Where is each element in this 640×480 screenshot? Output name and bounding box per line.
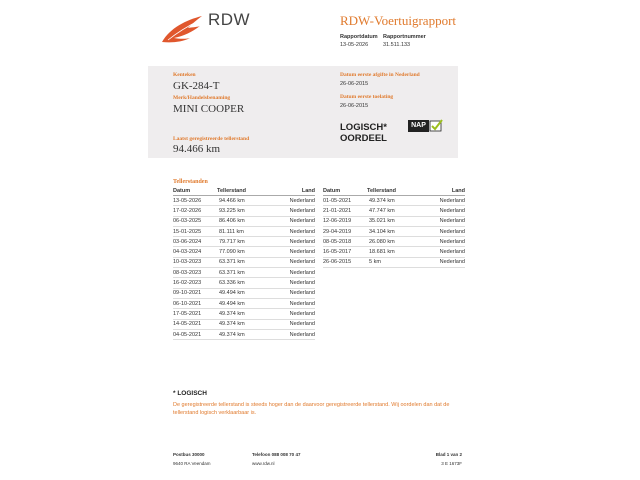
row-datum: 16-02-2023 <box>173 278 217 288</box>
row-tellerstand: 63.336 km <box>217 278 267 288</box>
row-tellerstand: 5 km <box>367 257 417 267</box>
row-land: Nederland <box>267 237 315 247</box>
row-datum: 10-03-2023 <box>173 257 217 267</box>
table-row <box>173 268 315 278</box>
row-land: Nederland <box>417 226 465 236</box>
row-tellerstand: 35.021 km <box>367 216 417 226</box>
row-datum: 13-05-2026 <box>173 196 217 206</box>
toelating-value: 26-06-2015 <box>340 103 369 109</box>
row-land: Nederland <box>267 329 315 339</box>
row-tellerstand: 18.681 km <box>367 247 417 257</box>
table-row <box>173 206 315 216</box>
row-land: Nederland <box>267 226 315 236</box>
table-row <box>173 319 315 329</box>
footer-website: www.rdw.nl <box>252 461 275 466</box>
rapportdatum-label: Rapportdatum <box>340 34 378 40</box>
afgifte-label: Datum eerste afgifte in Nederland <box>340 72 420 78</box>
table-row <box>173 329 315 339</box>
row-datum: 16-05-2017 <box>323 247 367 257</box>
row-datum: 04-05-2021 <box>173 329 217 339</box>
row-land: Nederland <box>267 268 315 278</box>
row-land: Nederland <box>417 206 465 216</box>
row-tellerstand: 47.747 km <box>367 206 417 216</box>
table-row <box>323 257 465 267</box>
merk-label: Merk/Handelsbenaming <box>173 95 231 101</box>
row-tellerstand: 49.494 km <box>217 288 267 298</box>
row-datum: 06-10-2021 <box>173 298 217 308</box>
table-row <box>173 237 315 247</box>
row-datum: 17-02-2026 <box>173 206 217 216</box>
kenteken-label: Kenteken <box>173 72 196 78</box>
row-tellerstand: 63.371 km <box>217 268 267 278</box>
row-land: Nederland <box>267 257 315 267</box>
col-land: Land <box>267 186 315 196</box>
table-row <box>173 226 315 236</box>
logisch-note-text: De geregistreerde tellerstand is steeds hoger dan de daarvoor geregistreerde tellerstand. Wij oordelen dan dat de tellerstand logisch verklaarbaar is. <box>173 402 450 416</box>
nap-check-icon <box>408 120 442 132</box>
row-datum: 12-06-2019 <box>323 216 367 226</box>
row-land: Nederland <box>417 247 465 257</box>
row-land: Nederland <box>267 206 315 216</box>
table-row <box>173 288 315 298</box>
nap-text: NAP <box>411 122 426 129</box>
row-tellerstand: 94.466 km <box>217 196 267 206</box>
row-land: Nederland <box>267 278 315 288</box>
row-land: Nederland <box>417 216 465 226</box>
row-datum: 29-04-2019 <box>323 226 367 236</box>
oordeel-logisch: LOGISCH* <box>340 122 387 133</box>
row-tellerstand: 77.090 km <box>217 247 267 257</box>
row-tellerstand: 34.104 km <box>367 226 417 236</box>
row-tellerstand: 49.374 km <box>367 196 417 206</box>
table-row <box>323 237 465 247</box>
table-row <box>323 216 465 226</box>
row-land: Nederland <box>267 319 315 329</box>
table-row <box>173 196 315 206</box>
row-land: Nederland <box>417 196 465 206</box>
row-datum: 15-01-2025 <box>173 226 217 236</box>
row-datum: 26-06-2015 <box>323 257 367 267</box>
afgifte-value: 26-06-2015 <box>340 81 369 87</box>
row-datum: 03-06-2024 <box>173 237 217 247</box>
merk-value: MINI COOPER <box>173 103 245 115</box>
row-land: Nederland <box>267 247 315 257</box>
row-datum: 06-03-2025 <box>173 216 217 226</box>
row-land: Nederland <box>267 298 315 308</box>
report-title: RDW-Voertuigrapport <box>340 13 457 28</box>
row-datum: 08-03-2023 <box>173 268 217 278</box>
row-land: Nederland <box>417 237 465 247</box>
toelating-label: Datum eerste toelating <box>340 94 394 100</box>
row-datum: 21-01-2021 <box>323 206 367 216</box>
row-datum: 01-05-2021 <box>323 196 367 206</box>
table-row <box>323 206 465 216</box>
table-row <box>173 216 315 226</box>
footer-telefoon: Telefoon 088 008 70 47 <box>252 452 301 457</box>
rapportdatum-value: 13-05-2026 <box>340 42 369 48</box>
col-tellerstand: Tellerstand <box>217 186 267 196</box>
table-row <box>173 278 315 288</box>
footer-page: Blad 1 van 2 <box>435 452 462 457</box>
row-datum: 09-10-2021 <box>173 288 217 298</box>
row-tellerstand: 86.406 km <box>217 216 267 226</box>
tellerstanden-title: Tellerstanden <box>173 179 208 185</box>
table-row <box>173 298 315 308</box>
rdw-wing-logo-icon <box>160 14 204 44</box>
col-datum: Datum <box>323 186 367 196</box>
table-row <box>323 196 465 206</box>
teller-label: Laatst geregistreerde tellerstand <box>173 136 250 142</box>
kenteken-value: GK-284-T <box>173 80 220 92</box>
rapportnummer-value: 31.511.133 <box>383 42 411 48</box>
row-land: Nederland <box>267 216 315 226</box>
row-tellerstand: 49.374 km <box>217 329 267 339</box>
row-tellerstand: 49.374 km <box>217 309 267 319</box>
rdw-logo-text: RDW <box>208 10 251 29</box>
col-land: Land <box>417 186 465 196</box>
footer-address: 9640 RA Veendam <box>173 461 211 466</box>
tellerstanden-table-right <box>323 186 465 268</box>
table-row <box>323 247 465 257</box>
table-row <box>173 257 315 267</box>
row-land: Nederland <box>417 257 465 267</box>
row-tellerstand: 79.717 km <box>217 237 267 247</box>
table-row <box>173 309 315 319</box>
teller-value: 94.466 km <box>173 143 221 155</box>
row-tellerstand: 49.374 km <box>217 319 267 329</box>
table-row <box>323 226 465 236</box>
rapportnummer-label: Rapportnummer <box>383 34 426 40</box>
row-tellerstand: 49.494 km <box>217 298 267 308</box>
oordeel-label: OORDEEL <box>340 133 387 144</box>
footer-postbus: Postbus 30000 <box>173 452 205 457</box>
logisch-note-title: * LOGISCH <box>173 390 207 397</box>
row-tellerstand: 63.371 km <box>217 257 267 267</box>
row-datum: 08-05-2018 <box>323 237 367 247</box>
row-tellerstand: 93.225 km <box>217 206 267 216</box>
row-datum: 04-03-2024 <box>173 247 217 257</box>
table-row <box>173 247 315 257</box>
row-datum: 14-05-2021 <box>173 319 217 329</box>
row-land: Nederland <box>267 309 315 319</box>
row-datum: 17-05-2021 <box>173 309 217 319</box>
footer-code: 3 E 1673F <box>441 461 462 466</box>
row-tellerstand: 26.080 km <box>367 237 417 247</box>
row-land: Nederland <box>267 288 315 298</box>
col-datum: Datum <box>173 186 217 196</box>
col-tellerstand: Tellerstand <box>367 186 417 196</box>
row-tellerstand: 81.111 km <box>217 226 267 236</box>
tellerstanden-table-left <box>173 186 315 340</box>
row-land: Nederland <box>267 196 315 206</box>
